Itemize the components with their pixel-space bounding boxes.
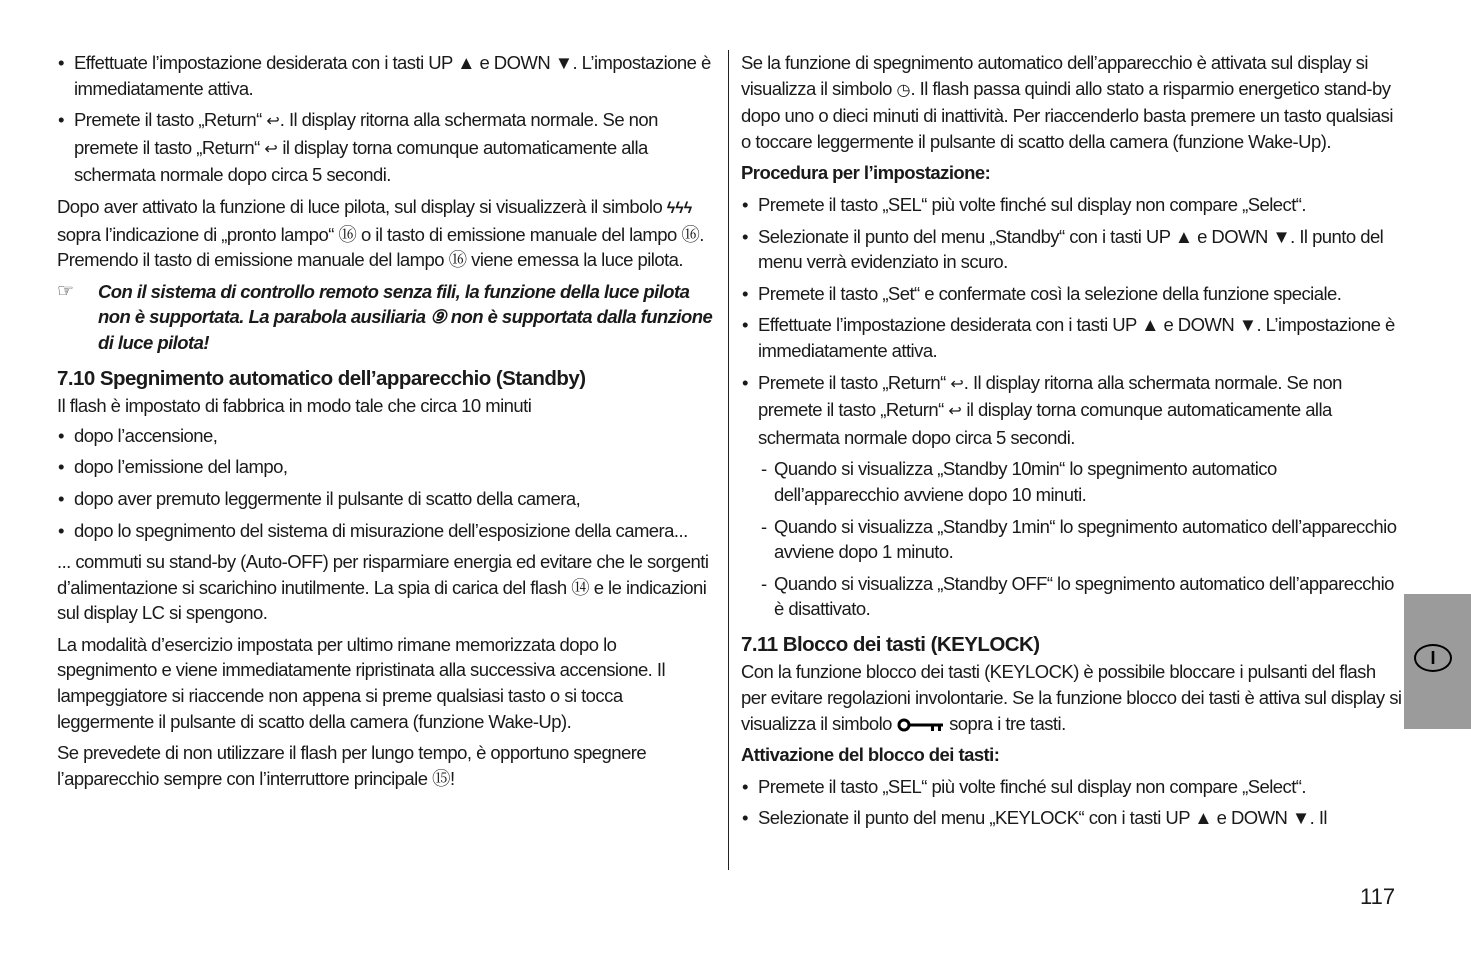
list-item: • Selezionate il punto del menu „KEYLOCK“ con i tasti UP ▲ e DOWN ▼. Il [741, 805, 1403, 831]
dash-item: - Quando si visualizza „Standby 10min“ lo spegnimento automatico dell’apparecchio avviene dopo 10 minuti. [741, 456, 1403, 507]
paragraph: Il flash è impostato di fabbrica in modo tale che circa 10 minuti [57, 395, 532, 417]
pilot-light-paragraph: Dopo aver attivato la funzione di luce pilota, sul display si visualizzerà il simbolo ϟϟϟ sopra l’indicazione di „pronto lampo“ ⑯ o il tasto di emissione manuale del lampo ⑯. Premendo il tasto di emissione manuale del lampo ⑯ viene emessa la luce pilota. [57, 195, 704, 271]
list-item: • Premete il tasto „SEL“ più volte finché sul display non compare „Select“. [741, 774, 1403, 800]
section-heading-7-10: 7.10 Spegnimento automatico dell’apparecchio (Standby) [57, 366, 586, 390]
standby-paragraph: Se la funzione di spegnimento automatico dell’apparecchio è attivata sul display si visualizza il simbolo ◷. Il flash passa quindi allo stato a risparmio energetico stand-by dopo uno o dieci minuti di inattività. Per riaccenderlo basta premere un tasto qualsiasi o toccare leggermente il pulsante di scatto della camera (funzione Wake-Up). [741, 52, 1393, 152]
column-divider [728, 50, 729, 870]
activation-heading: Attivazione del blocco dei tasti: [741, 744, 1000, 766]
dash-item: - Quando si visualizza „Standby OFF“ lo spegnimento automatico dell’apparecchio è disattivato. [741, 571, 1403, 622]
return-icon: ↩ [948, 403, 962, 421]
list-item: • dopo lo spegnimento del sistema di misurazione dell’esposizione della camera... [57, 518, 719, 544]
list-item: • Effettuate l’impostazione desiderata con i tasti UP ▲ e DOWN ▼. L’impostazione è immediatamente attiva. [741, 312, 1403, 363]
page-number: 117 [1360, 884, 1396, 909]
paragraph: La modalità d’esercizio impostata per ultimo rimane memorizzata dopo lo spegnimento e viene immediatamente ripristinata alla successiva accensione. Il lampeggiatore si riaccende non appena si preme qualsiasi tasto o si tocca leggermente il pulsante di scatto della camera (funzione Wake-Up). [57, 633, 666, 732]
return-icon: ↩ [266, 113, 280, 131]
return-icon: ↩ [950, 375, 964, 393]
language-tab [1404, 594, 1471, 729]
procedure-heading: Procedura per l’impostazione: [741, 162, 991, 184]
dash-item: - Quando si visualizza „Standby 1min“ lo spegnimento automatico dell’apparecchio avviene dopo 1 minuto. [741, 514, 1403, 565]
return-icon: ↩ [264, 140, 278, 158]
section-heading-7-11: 7.11 Blocco dei tasti (KEYLOCK) [741, 632, 1040, 656]
list-item: • dopo l’emissione del lampo, [57, 454, 719, 480]
list-item: • dopo l’accensione, [57, 423, 719, 449]
return-bullet: • Premete il tasto „Return“ ↩. Il display ritorna alla schermata normale. Se non premete il tasto „Return“ ↩ il display torna comunque automaticamente alla schermata normale dopo circa 5 secondi. [741, 370, 1403, 451]
left-column [57, 50, 719, 797]
pointing-hand-icon: ☞ [57, 280, 74, 302]
pilot-light-icon: ϟϟϟ [666, 199, 693, 217]
note: ☞ Con il sistema di controllo remoto senza fili, la funzione della luce pilota non è supportata. La parabola ausiliaria ⑨ non è supportata dalla funzione di luce pilota! [57, 280, 713, 353]
standby-clock-icon: ◷ [896, 81, 911, 99]
keylock-paragraph: Con la funzione blocco dei tasti (KEYLOCK) è possibile bloccare i pulsanti del flash per evitare regolazioni involontarie. Se la funzione blocco dei tasti è attiva sul display si visualizza il simbolo sopra i tre tasti. [741, 661, 1402, 734]
list-item: • Selezionate il punto del menu „Standby“ con i tasti UP ▲ e DOWN ▼. Il punto del menu verrà evidenziato in scuro. [741, 224, 1403, 275]
list-item: • dopo aver premuto leggermente il pulsante di scatto della camera, [57, 486, 719, 512]
return-bullet: • Premete il tasto „Return“ ↩. Il display ritorna alla schermata normale. Se non premete il tasto „Return“ ↩ il display torna comunque automaticamente alla schermata normale dopo circa 5 secondi. [57, 107, 719, 188]
right-column [741, 50, 1403, 837]
language-letter: I [1414, 644, 1452, 672]
list-item: • Premete il tasto „Set“ e confermate così la selezione della funzione speciale. [741, 281, 1403, 307]
list-item: • Premete il tasto „SEL“ più volte finché sul display non compare „Select“. [741, 192, 1403, 218]
paragraph: ... commuti su stand-by (Auto-OFF) per risparmiare energia ed evitare che le sorgenti d’alimentazione si scarichino inutilmente. La spia di carica del flash ⑭ e le indicazioni sul display LC si spengono. [57, 551, 709, 624]
key-icon [897, 717, 945, 733]
paragraph: Se prevedete di non utilizzare il flash per lungo tempo, è opportuno spegnere l’apparecchio sempre con l’interruttore principale ⑮! [57, 742, 647, 789]
list-item: • Effettuate l’impostazione desiderata con i tasti UP ▲ e DOWN ▼. L’impostazione è immediatamente attiva. [57, 50, 719, 101]
